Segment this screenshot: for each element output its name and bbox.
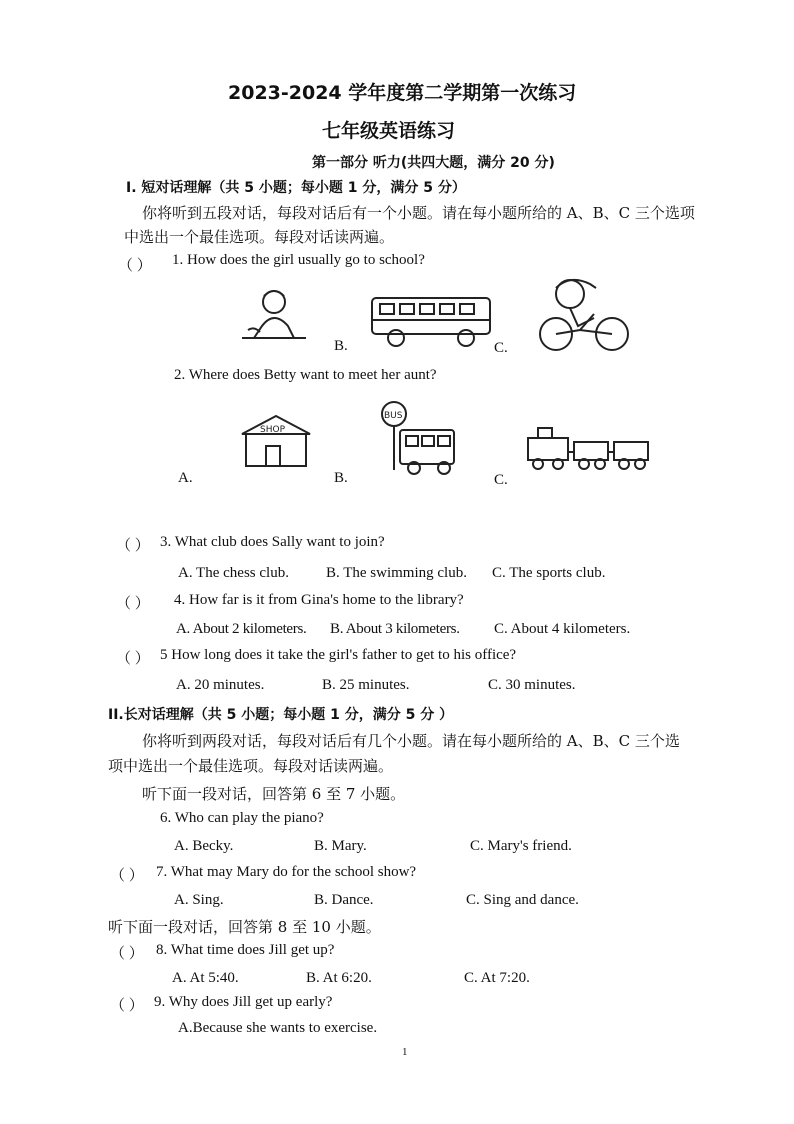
shop-sign: SHOP: [260, 425, 285, 435]
answer-blank-5[interactable]: （ ）: [116, 651, 150, 667]
q5-option-b[interactable]: B. 25 minutes.: [322, 677, 410, 693]
question-6: 6. Who can play the piano?: [160, 810, 324, 826]
q4-option-b[interactable]: B. About 3 kilometers.: [330, 621, 460, 637]
school-bus-picture: [366, 290, 496, 350]
part-heading: 第一部分 听力(共四大题，满分 20 分): [312, 155, 555, 171]
dialog-2-intro: 听下面一段对话，回答第 8 至 10 小题。: [108, 918, 381, 936]
section2-instruction-2: 项中选出一个最佳选项。每段对话读两遍。: [108, 757, 394, 775]
dialog-1-intro: 听下面一段对话，回答第 6 至 7 小题。: [142, 785, 406, 803]
answer-blank-1[interactable]: （ ）: [118, 258, 152, 274]
question-7: 7. What may Mary do for the school show?: [156, 864, 417, 880]
girl-walking-picture: [234, 286, 314, 346]
page-title: 2023-2024 学年度第二学期第一次练习: [228, 82, 577, 104]
answer-blank-3[interactable]: （ ）: [116, 538, 150, 554]
q5-option-c[interactable]: C. 30 minutes.: [488, 677, 576, 693]
section1-heading: I. 短对话理解（共 5 小题；每小题 1 分，满分 5 分）: [126, 180, 466, 196]
q8-option-c[interactable]: C. At 7:20.: [464, 970, 530, 986]
q3-option-c[interactable]: C. The sports club.: [492, 565, 606, 581]
q6-option-c[interactable]: C. Mary's friend.: [470, 838, 572, 854]
q3-option-a[interactable]: A. The chess club.: [178, 565, 289, 581]
q2-option-a-label[interactable]: A.: [178, 470, 193, 486]
q5-option-a[interactable]: A. 20 minutes.: [176, 677, 265, 693]
q2-option-b-label[interactable]: B.: [334, 470, 348, 486]
answer-blank-4[interactable]: （ ）: [116, 596, 150, 612]
q7-option-a[interactable]: A. Sing.: [174, 892, 224, 908]
q7-option-c[interactable]: C. Sing and dance.: [466, 892, 579, 908]
q4-option-c[interactable]: C. About 4 kilometers.: [494, 621, 631, 637]
question-5: 5 How long does it take the girl's father to get to his office?: [160, 647, 517, 663]
section2-instruction-1: 你将听到两段对话，每段对话后有几个小题。请在每小题所给的 A、B、C 三个选: [142, 732, 680, 750]
question-1: 1. How does the girl usually go to school?: [172, 252, 425, 268]
answer-blank-8[interactable]: （ ）: [110, 946, 144, 962]
q1-option-b-label[interactable]: B.: [334, 338, 348, 354]
page-number: 1: [402, 1046, 408, 1058]
question-2: 2. Where does Betty want to meet her aunt?: [174, 367, 437, 383]
answer-blank-7[interactable]: （ ）: [110, 868, 144, 884]
section1-instruction-1: 你将听到五段对话，每段对话后有一个小题。请在每小题所给的 A、B、C 三个选项: [142, 204, 695, 222]
section1-instruction-2: 中选出一个最佳选项。每段对话读两遍。: [124, 228, 395, 246]
question-4: 4. How far is it from Gina's home to the library?: [174, 592, 464, 608]
question-3: 3. What club does Sally want to join?: [160, 534, 385, 550]
question-8: 8. What time does Jill get up?: [156, 942, 335, 958]
q6-option-b[interactable]: B. Mary.: [314, 838, 367, 854]
bus-sign: BUS: [384, 411, 403, 421]
q1-option-c-label[interactable]: C.: [494, 340, 508, 356]
q7-option-b[interactable]: B. Dance.: [314, 892, 374, 908]
section2-heading: II.长对话理解（共 5 小题；每小题 1 分，满分 5 分 ）: [108, 707, 454, 723]
shop-picture: [236, 412, 316, 472]
page-subtitle: 七年级英语练习: [322, 120, 456, 142]
q3-option-b[interactable]: B. The swimming club.: [326, 565, 467, 581]
q9-option-a[interactable]: A.Because she wants to exercise.: [178, 1020, 378, 1036]
q8-option-b[interactable]: B. At 6:20.: [306, 970, 372, 986]
q6-option-a[interactable]: A. Becky.: [174, 838, 234, 854]
question-9: 9. Why does Jill get up early?: [154, 994, 333, 1010]
q8-option-a[interactable]: A. At 5:40.: [172, 970, 239, 986]
train-picture: [524, 422, 654, 472]
answer-blank-9[interactable]: （ ）: [110, 998, 144, 1014]
q2-option-c-label[interactable]: C.: [494, 472, 508, 488]
bus-stop-picture: [370, 400, 460, 480]
q4-option-a[interactable]: A. About 2 kilometers.: [176, 621, 307, 637]
cyclist-picture: [534, 274, 634, 354]
